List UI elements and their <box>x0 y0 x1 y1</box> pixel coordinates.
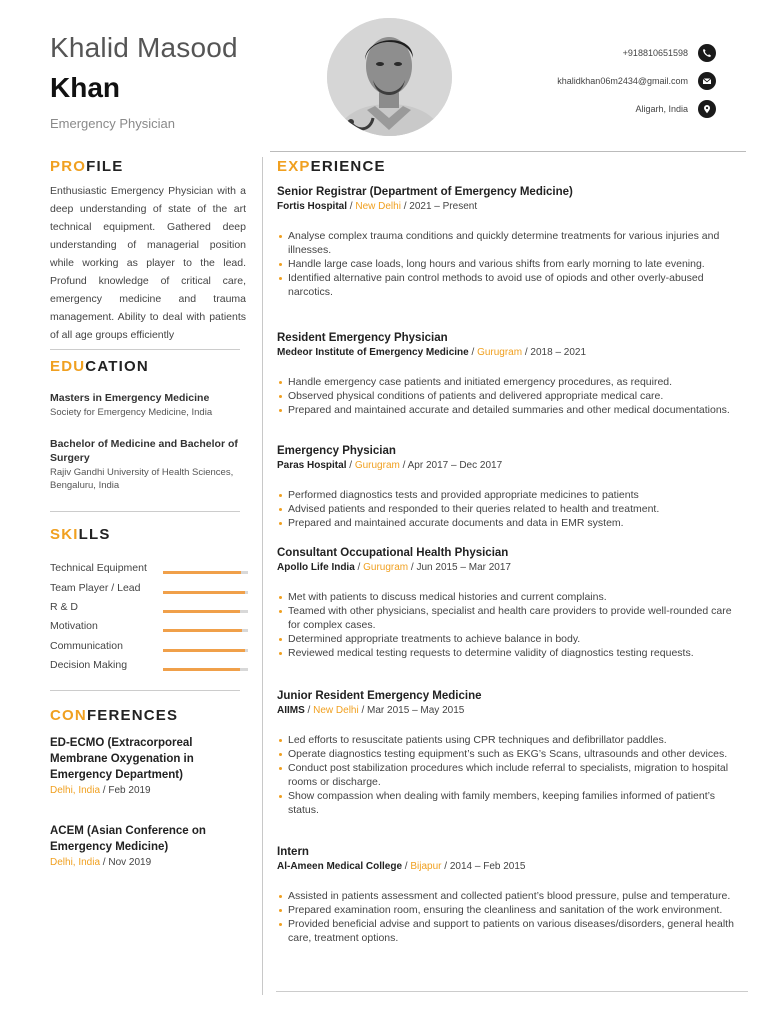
education-heading: EDUCATION <box>50 358 149 375</box>
location-icon <box>698 100 716 118</box>
list-item: Identified alternative pain control methods to avoid use of opiods and other overly-abused narcotics. <box>277 271 737 299</box>
profile-divider <box>50 349 240 350</box>
skill-name: Decision Making <box>50 659 128 671</box>
skill-name: Technical Equipment <box>50 562 147 574</box>
degree-title: Bachelor of Medicine and Bachelor of Surgery <box>50 438 238 464</box>
job-title: Intern <box>277 846 309 858</box>
list-item: Provided beneficial advise and support to patients on various diseases/disorders, general health care, treatment options. <box>277 917 737 945</box>
phone-number: +918810651598 <box>622 48 688 58</box>
list-item: Handle emergency case patients and initiated emergency procedures, as required. <box>277 375 737 389</box>
skill-bar-fill <box>163 591 245 594</box>
job-bullets <box>277 229 737 299</box>
conference-date: / Nov 2019 <box>100 857 152 868</box>
job-period: / 2018 – 2021 <box>522 347 587 358</box>
skill-bar-fill <box>163 649 245 652</box>
skill-row <box>50 601 250 615</box>
skill-bar <box>163 629 248 632</box>
job-meta: Paras Hospital / Gurugram / Apr 2017 – Dec 2017 <box>277 460 503 471</box>
conference-meta <box>50 856 210 870</box>
list-item: Assisted in patients assessment and collected patient’s blood pressure, pulse and temperature. <box>277 889 737 903</box>
job-org: Al-Ameen Medical College <box>277 861 403 872</box>
skill-bar-fill <box>163 610 240 613</box>
experience-heading: EXPERIENCE <box>277 158 386 175</box>
skill-row <box>50 562 250 576</box>
job-city: Gurugram <box>354 460 400 471</box>
skill-name: R & D <box>50 601 79 613</box>
skill-name: Communication <box>50 640 123 652</box>
skill-bar <box>163 571 248 574</box>
skill-bar <box>163 610 248 613</box>
conference-title: ED-ECMO (Extracorporeal Membrane Oxygenation in Emergency Department) <box>50 737 194 781</box>
conference-title: ACEM (Asian Conference on Emergency Medicine) <box>50 825 206 853</box>
job-city: Bijapur <box>410 861 442 872</box>
profile-summary: Enthusiastic Emergency Physician with a deep understanding of state of the art technical equipment. Gathered deep understanding of managerial position while working as player to the lead. Profund knowledge of critical care, emergency medicine and trauma management. Ability to deal with patients of all age groups efficiently <box>50 185 246 341</box>
list-item: Conduct post stabilization procedures which include referral to specialists, migration to hospital rooms or discharge. <box>277 761 737 789</box>
job-entry <box>277 546 737 660</box>
job-bullets <box>277 590 737 660</box>
job-title: Consultant Occupational Health Physician <box>277 547 509 559</box>
conference-place: Delhi, India <box>50 785 101 796</box>
conference-item <box>50 823 210 870</box>
job-entry <box>277 689 737 817</box>
list-item: Reviewed medical testing requests to determine validity of diagnostics testing requests. <box>277 646 737 660</box>
list-item: Performed diagnostics tests and provided appropriate medicines to patients <box>277 488 737 502</box>
skill-row <box>50 582 250 596</box>
job-entry <box>277 444 737 530</box>
email-icon <box>698 72 716 90</box>
conference-date: / Feb 2019 <box>100 785 151 796</box>
column-divider <box>262 157 263 995</box>
job-city: Gurugram <box>363 562 409 573</box>
degree-title: Masters in Emergency Medicine <box>50 392 210 404</box>
education-divider <box>50 511 240 512</box>
list-item: Teamed with other physicians, specialist and health care providers to provide well-rounded care for complex cases. <box>277 604 737 632</box>
job-period: / 2021 – Present <box>400 201 478 212</box>
location-text: Aligarh, India <box>635 104 688 114</box>
list-item: Determined appropriate treatments to achieve balance in body. <box>277 632 737 646</box>
job-city: New Delhi <box>313 705 359 716</box>
contact-phone <box>623 44 716 62</box>
skill-bar <box>163 591 248 594</box>
job-meta: Apollo Life India / Gurugram / Jun 2015 – Mar 2017 <box>277 562 511 573</box>
skill-bar <box>163 668 248 671</box>
job-period: / Jun 2015 – Mar 2017 <box>408 562 511 573</box>
education-item <box>50 437 245 492</box>
skill-row <box>50 620 250 634</box>
skill-bar-fill <box>163 571 241 574</box>
portrait-image <box>327 18 452 136</box>
profile-photo <box>327 18 452 136</box>
job-period: / 2014 – Feb 2015 <box>441 861 526 872</box>
skill-bar-fill <box>163 668 240 671</box>
skill-bar <box>163 649 248 652</box>
conference-meta <box>50 784 210 798</box>
skill-row <box>50 659 250 673</box>
job-entry <box>277 185 737 299</box>
job-title: Junior Resident Emergency Medicine <box>277 690 482 702</box>
list-item: Prepared and maintained accurate documents and data in EMR system. <box>277 516 737 530</box>
last-name: Khan <box>50 72 120 103</box>
skill-name: Motivation <box>50 620 98 632</box>
job-period: / Apr 2017 – Dec 2017 <box>399 460 503 471</box>
list-item: Led efforts to resuscitate patients using CPR techniques and defibrillator paddles. <box>277 733 737 747</box>
contact-location <box>635 100 716 118</box>
list-item: Operate diagnostics testing equipment’s such as EKG’s Scans, ultrasounds and other devices. <box>277 747 737 761</box>
first-name: Khalid Masood <box>50 32 238 63</box>
job-bullets <box>277 733 737 817</box>
job-bullets <box>277 375 737 417</box>
job-org: Apollo Life India <box>277 562 355 573</box>
footer-divider <box>276 991 748 992</box>
job-title: Emergency Physician <box>277 445 396 457</box>
skill-bar-fill <box>163 629 242 632</box>
email-address: khalidkhan06m2434@gmail.com <box>557 76 688 86</box>
job-title: Senior Registrar (Department of Emergency Medicine) <box>277 186 573 198</box>
job-bullets <box>277 488 737 530</box>
job-org: Medeor Institute of Emergency Medicine <box>277 347 469 358</box>
conference-place: Delhi, India <box>50 857 101 868</box>
header-divider <box>270 151 746 152</box>
skills-divider <box>50 690 240 691</box>
job-period: / Mar 2015 – May 2015 <box>358 705 465 716</box>
phone-icon <box>698 44 716 62</box>
skills-heading: SKILLS <box>50 526 111 543</box>
job-title: Resident Emergency Physician <box>277 332 448 344</box>
profile-heading: PROFILE <box>50 158 124 175</box>
conferences-heading: CONFERENCES <box>50 707 179 724</box>
contact-email <box>557 72 716 90</box>
skill-name: Team Player / Lead <box>50 582 141 594</box>
job-entry <box>277 845 737 945</box>
job-org: Fortis Hospital <box>277 201 348 212</box>
job-city: New Delhi <box>355 201 401 212</box>
list-item: Handle large case loads, long hours and various shifts from early morning to late evening. <box>277 257 737 271</box>
job-org: Paras Hospital <box>277 460 347 471</box>
institution-name: Society for Emergency Medicine, India <box>50 407 213 418</box>
skill-row <box>50 640 250 654</box>
list-item: Observed physical conditions of patients and delivered appropriate medical care. <box>277 389 737 403</box>
job-bullets <box>277 889 737 945</box>
job-entry <box>277 331 737 417</box>
list-item: Advised patients and responded to their queries related to health and treatment. <box>277 502 737 516</box>
job-org: AIIMS <box>277 705 305 716</box>
job-role: Emergency Physician <box>50 116 175 131</box>
education-item <box>50 391 245 419</box>
job-city: Gurugram <box>477 347 523 358</box>
list-item: Met with patients to discuss medical histories and current complains. <box>277 590 737 604</box>
institution-name: Rajiv Gandhi University of Health Sciences, Bengaluru, India <box>50 467 234 491</box>
job-meta: Medeor Institute of Emergency Medicine / Gurugram / 2018 – 2021 <box>277 347 587 358</box>
job-meta: AIIMS / New Delhi / Mar 2015 – May 2015 <box>277 705 465 716</box>
list-item: Prepared and maintained accurate and detailed summaries and other medical documentations. <box>277 403 737 417</box>
conference-item <box>50 735 210 798</box>
list-item: Show compassion when dealing with family members, keeping families informed of patient’s status. <box>277 789 737 817</box>
list-item: Prepared examination room, ensuring the cleanliness and sanitation of the work environment. <box>277 903 737 917</box>
job-meta: Fortis Hospital / New Delhi / 2021 – Present <box>277 201 478 212</box>
list-item: Analyse complex trauma conditions and quickly determine treatments for various injuries and illnesses. <box>277 229 737 257</box>
job-meta: Al-Ameen Medical College / Bijapur / 2014 – Feb 2015 <box>277 861 526 872</box>
